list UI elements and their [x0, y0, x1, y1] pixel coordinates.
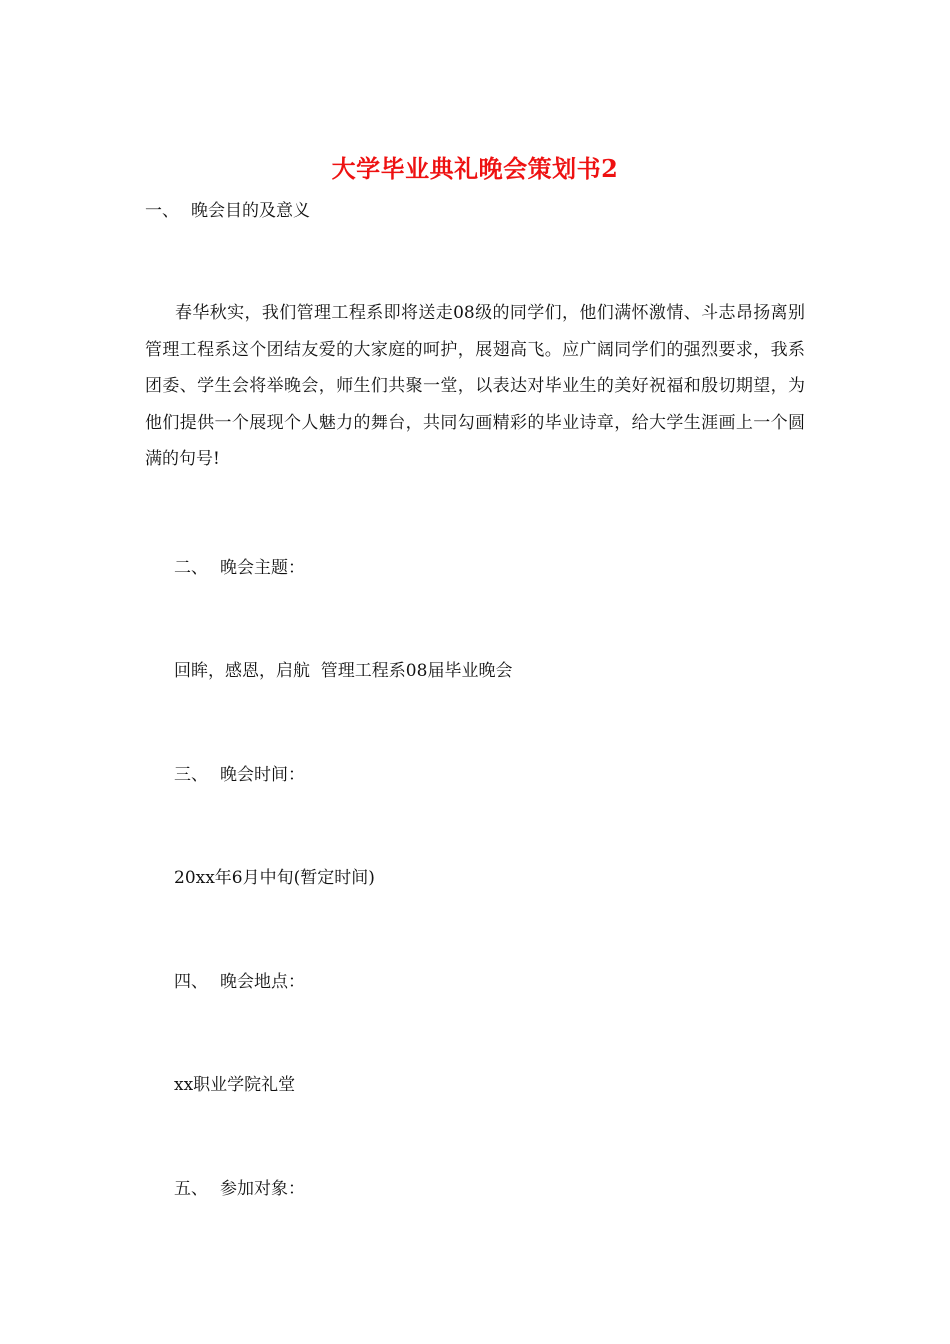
purpose-paragraph: 春华秋实，我们管理工程系即将送走08级的同学们，他们满怀激情、斗志昂扬离别管理工程系这个团结友爱的大家庭的呵护，展翅高飞。应广阔同学们的强烈要求，我系团委、学生会将举晚会，师生们共聚一堂，以表达对毕业生的美好祝福和殷切期望，为他们提供一个展现个人魅力的舞台，共同勾画精彩的毕业诗章，给大学生涯画上一个圆满的句号!: [145, 303, 805, 469]
section-number: 二、: [174, 558, 208, 578]
section-title: 晚会目的及意义: [191, 201, 310, 221]
location-text: xx职业学院礼堂: [174, 1075, 296, 1095]
section-heading-location: [174, 970, 305, 994]
section-title: 晚会地点：: [220, 972, 305, 992]
section-number: 一、: [145, 201, 179, 221]
section-heading-participants: [174, 1177, 305, 1201]
section-heading-purpose: [145, 199, 310, 223]
section-number: 四、: [174, 972, 208, 992]
document-title: 大学毕业典礼晚会策划书2: [331, 154, 619, 183]
section-title: 晚会主题：: [220, 558, 305, 578]
theme-text: 回眸，感恩，启航 管理工程系08届毕业晚会: [174, 661, 513, 681]
section-title: 晚会时间：: [220, 765, 305, 785]
time-text: 20xx年6月中旬(暂定时间): [174, 868, 375, 888]
section-number: 五、: [174, 1179, 208, 1199]
section-number: 三、: [174, 765, 208, 785]
section-title: 参加对象：: [220, 1179, 305, 1199]
section-heading-time: [174, 763, 305, 787]
section-heading-theme: [174, 556, 305, 580]
